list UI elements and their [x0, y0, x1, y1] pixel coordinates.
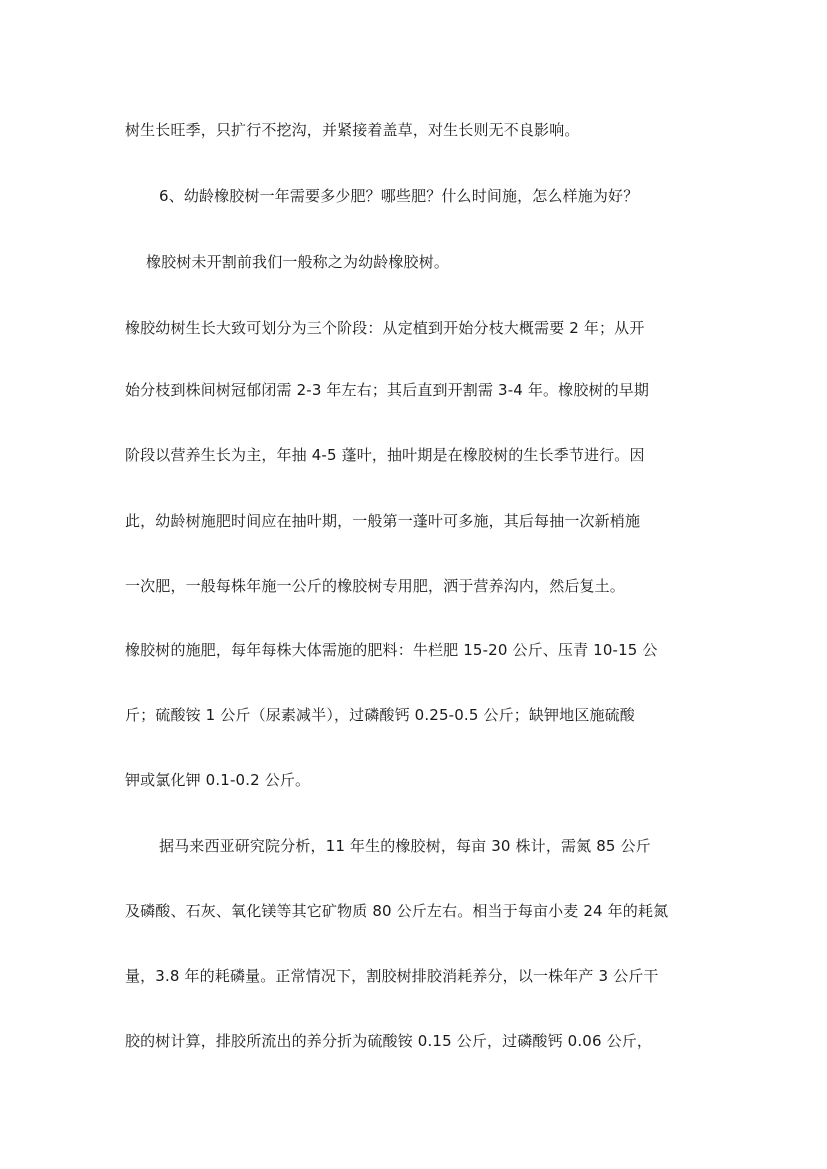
text-line: 橡胶树的施肥，每年每株大体需施的肥料：牛栏肥 15-20 公斤、压青 10-15 公	[125, 641, 658, 659]
text-line: 据马来西亚研究院分析，11 年生的橡胶树，每亩 30 株计，需氮 85 公斤	[159, 837, 651, 855]
text-line: 橡胶幼树生长大致可划分为三个阶段：从定植到开始分枝大概需要 2 年；从开	[125, 319, 645, 337]
section-heading: 6、幼龄橡胶树一年需要多少肥？哪些肥？什么时间施，怎么样施为好？	[159, 187, 639, 205]
text-line: 此，幼龄树施肥时间应在抽叶期，一般第一蓬叶可多施，其后每抽一次新梢施	[125, 512, 641, 530]
text-line: 橡胶树未开割前我们一般称之为幼龄橡胶树。	[146, 253, 450, 271]
text-line: 始分枝到株间树冠郁闭需 2-3 年左右；其后直到开割需 3-4 年。橡胶树的早期	[125, 381, 650, 399]
text-line: 阶段以营养生长为主，年抽 4-5 蓬叶，抽叶期是在橡胶树的生长季节进行。因	[125, 446, 645, 464]
text-line: 及磷酸、石灰、氧化镁等其它矿物质 80 公斤左右。相当于每亩小麦 24 年的耗氮	[125, 902, 669, 920]
text-line: 一次肥，一般每株年施一公斤的橡胶树专用肥，洒于营养沟内，然后复土。	[125, 577, 625, 595]
text-line: 树生长旺季，只扩行不挖沟，并紧接着盖草，对生长则无不良影响。	[125, 121, 580, 139]
text-line: 胶的树计算，排胶所流出的养分折为硫酸铵 0.15 公斤，过磷酸钙 0.06 公斤，	[125, 1032, 653, 1050]
text-line: 钾或氯化钾 0.1-0.2 公斤。	[125, 771, 311, 789]
text-line: 斤；硫酸铵 1 公斤（尿素减半），过磷酸钙 0.25-0.5 公斤；缺钾地区施硫酸	[125, 706, 635, 724]
text-line: 量，3.8 年的耗磷量。正常情况下，割胶树排胶消耗养分，以一株年产 3 公斤干	[125, 967, 659, 985]
